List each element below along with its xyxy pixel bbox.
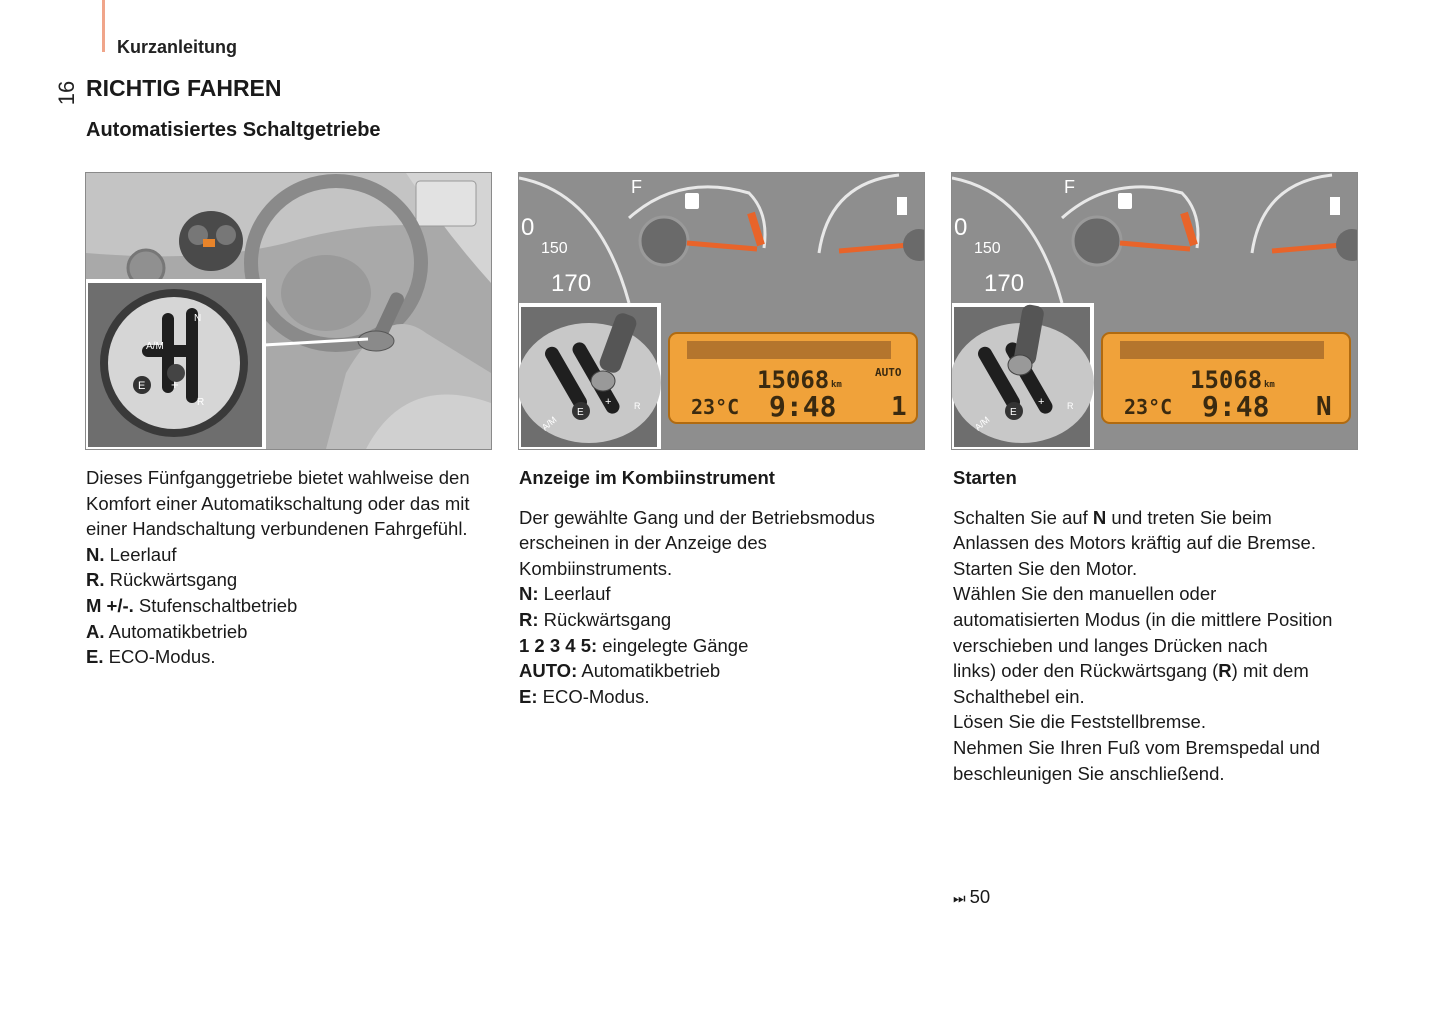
start-line: Nehmen Sie Ihren Fuß vom Bremspedal und <box>953 736 1321 758</box>
item-key: E: <box>519 685 538 707</box>
selector-label-n: N <box>194 313 202 324</box>
selector-label-r: R <box>197 397 205 408</box>
page-title: RICHTIG FAHREN <box>86 75 282 101</box>
gauge-170: 170 <box>984 270 1025 297</box>
cluster-selector-r: R <box>634 401 641 411</box>
lcd-gear: 1 <box>891 392 907 422</box>
page-reference-number: 50 <box>969 886 991 907</box>
start-heading: Starten <box>953 467 1017 488</box>
item-text: Leerlauf <box>538 583 611 605</box>
list-item <box>519 607 929 633</box>
display-heading: Anzeige im Kombiinstrument <box>519 467 775 488</box>
start-text: und treten Sie beim <box>1106 506 1272 528</box>
lcd-odometer-unit: km <box>831 380 842 390</box>
cluster-selector-am: A/M <box>972 414 992 433</box>
gauge-zero: 0 <box>954 214 968 241</box>
cluster-auto-illustration <box>519 173 924 449</box>
gauge-170: 170 <box>551 270 592 297</box>
item-text: Automatikbetrieb <box>577 660 721 682</box>
lcd-odometer: 15068 <box>1190 366 1263 394</box>
item-key: E. <box>86 646 104 668</box>
intro-line: Dieses Fünfganggetriebe bietet wahlweise den <box>86 467 470 488</box>
item-text: Leerlauf <box>104 543 177 565</box>
start-text: Schalten Sie auf <box>953 506 1093 528</box>
display-line: erscheinen in der Anzeige des <box>519 532 767 554</box>
page-subtitle: Automatisiertes Schaltgetriebe <box>86 119 381 141</box>
lcd-temperature: 23°C <box>691 395 740 419</box>
selector-label-e: E <box>138 380 146 392</box>
item-key: N. <box>86 543 105 565</box>
list-item <box>86 644 496 670</box>
display-column <box>519 465 929 709</box>
list-item <box>86 593 496 619</box>
gauge-fuel-f: F <box>631 177 642 197</box>
lcd-temperature: 23°C <box>1124 395 1173 419</box>
header-accent-bar <box>102 0 105 52</box>
start-line: Wählen Sie den manuellen oder <box>953 583 1217 605</box>
item-key: AUTO: <box>519 660 578 682</box>
lcd-odometer-unit: km <box>1264 380 1275 390</box>
start-line <box>953 658 1363 684</box>
item-key: R: <box>519 608 539 630</box>
page-reference-link[interactable] <box>953 886 990 908</box>
start-text: ) mit dem <box>1231 660 1309 682</box>
lcd-mode: AUTO <box>875 366 902 379</box>
item-text: Rückwärtsgang <box>538 608 672 630</box>
item-text: Stufenschaltbetrieb <box>133 594 298 616</box>
start-column <box>953 465 1363 786</box>
page-number: 16 <box>54 80 79 106</box>
cluster-selector-plus: + <box>605 396 612 408</box>
gauge-150: 150 <box>541 240 568 257</box>
start-line: Anlassen des Motors kräftig auf die Bremse. <box>953 532 1316 554</box>
item-text: eingelegte Gänge <box>597 634 749 656</box>
list-item <box>86 542 496 568</box>
item-text: Rückwärtsgang <box>104 569 238 591</box>
display-line: Der gewählte Gang und der Betriebsmodus <box>519 506 875 528</box>
intro-column <box>86 465 496 670</box>
intro-line: einer Handschaltung verbundenen Fahrgefühl. <box>86 518 468 540</box>
list-item <box>519 658 929 684</box>
lcd-gear: N <box>1316 392 1332 422</box>
start-line <box>953 505 1363 531</box>
item-key: A. <box>86 620 105 642</box>
gauge-fuel-f: F <box>1064 177 1075 197</box>
section-label: Kurzanleitung <box>117 37 237 57</box>
selector-label-am: A/M <box>146 341 164 352</box>
start-line: verschieben und langes Drücken nach <box>953 634 1268 656</box>
selector-label-plus: + <box>171 377 179 392</box>
gear-selector-illustration <box>86 173 491 449</box>
cluster-selector-am: A/M <box>539 414 559 433</box>
figure-cluster-auto <box>518 172 925 450</box>
cluster-selector-plus: + <box>1038 396 1045 408</box>
item-key: N: <box>519 583 539 605</box>
cluster-selector-e: E <box>1010 407 1017 418</box>
figure-gear-selector <box>85 172 492 450</box>
start-key: R <box>1218 660 1232 682</box>
start-line: automatisierten Modus (in die mittlere Position <box>953 608 1333 630</box>
item-key: 1 2 3 4 5: <box>519 634 598 656</box>
lcd-time: 9:48 <box>1202 390 1270 423</box>
figure-cluster-start <box>951 172 1358 450</box>
list-item <box>519 684 929 710</box>
start-key: N <box>1092 506 1107 528</box>
start-text: links) oder den Rückwärtsgang ( <box>953 660 1219 682</box>
item-text: ECO-Modus. <box>537 685 650 707</box>
start-line: Schalthebel ein. <box>953 685 1085 707</box>
gauge-zero: 0 <box>521 214 535 241</box>
display-line: Kombiinstruments. <box>519 557 673 579</box>
cluster-selector-e: E <box>577 407 584 418</box>
intro-line: Komfort einer Automatikschaltung oder das mit <box>86 492 470 514</box>
gauge-150: 150 <box>974 240 1001 257</box>
list-item <box>519 581 929 607</box>
item-key: R. <box>86 569 105 591</box>
start-line: Lösen Sie die Feststellbremse. <box>953 711 1206 733</box>
skip-forward-icon: ⏭ <box>953 890 966 906</box>
list-item <box>86 619 496 645</box>
start-line: Starten Sie den Motor. <box>953 557 1138 579</box>
cluster-start-illustration <box>952 173 1357 449</box>
lcd-time: 9:48 <box>769 390 837 423</box>
item-key: M +/-. <box>86 594 134 616</box>
list-item <box>519 633 929 659</box>
cluster-selector-r: R <box>1067 401 1074 411</box>
item-text: ECO-Modus. <box>103 646 216 668</box>
start-line: beschleunigen Sie anschließend. <box>953 762 1225 784</box>
lcd-odometer: 15068 <box>757 366 830 394</box>
item-text: Automatikbetrieb <box>104 620 248 642</box>
list-item <box>86 567 496 593</box>
